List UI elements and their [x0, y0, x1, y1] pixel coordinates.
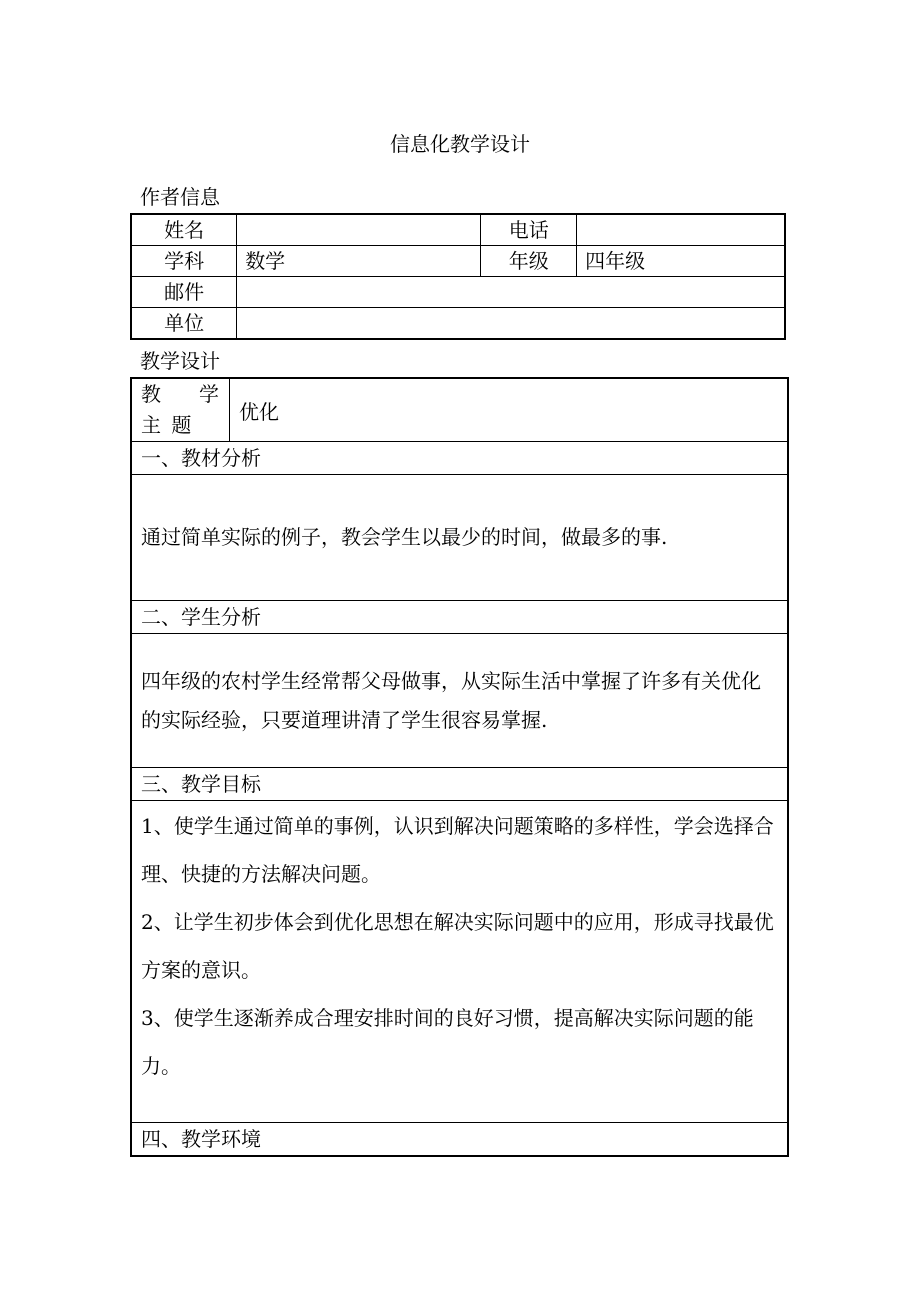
phone-value	[577, 214, 785, 246]
email-label: 邮件	[131, 277, 237, 308]
subject-label: 学科	[131, 246, 237, 277]
teaching-environment-heading: 四、教学环境	[131, 1123, 788, 1157]
table-row	[131, 442, 788, 475]
author-section-label: 作者信息	[140, 185, 220, 209]
grade-value: 四年级	[577, 246, 785, 277]
goal-item: 3、使学生逐渐养成合理安排时间的良好习惯，提高解决实际问题的能力。	[141, 1006, 754, 1078]
table-row	[131, 475, 788, 601]
teaching-design-table	[130, 377, 789, 1157]
email-value	[237, 277, 785, 308]
unit-value	[237, 308, 785, 340]
grade-label: 年级	[481, 246, 577, 277]
table-row	[131, 246, 785, 277]
name-label: 姓名	[131, 214, 237, 246]
design-section-label: 教学设计	[140, 349, 220, 373]
table-row	[131, 378, 788, 442]
goal-item: 1、使学生通过简单的事例，认识到解决问题策略的多样性，学会选择合理、快捷的方法解决问题。	[141, 814, 774, 886]
topic-label: 教 学 主 题	[131, 378, 230, 442]
teaching-goals-heading: 三、教学目标	[131, 768, 788, 801]
table-row	[131, 308, 785, 340]
phone-label: 电话	[481, 214, 577, 246]
student-analysis-heading: 二、学生分析	[131, 601, 788, 634]
student-analysis-text: 四年级的农村学生经常帮父母做事，从实际生活中掌握了许多有关优化的实际经验，只要道理讲清了学生很容易掌握.	[131, 634, 788, 768]
table-row	[131, 277, 785, 308]
table-row	[131, 1123, 788, 1157]
table-row	[131, 634, 788, 768]
topic-value: 优化	[230, 378, 789, 442]
table-row	[131, 801, 788, 1123]
table-row	[131, 601, 788, 634]
teaching-goals-list	[131, 801, 788, 1123]
unit-label: 单位	[131, 308, 237, 340]
page-title: 信息化教学设计	[390, 132, 530, 156]
material-analysis-text: 通过简单实际的例子，教会学生以最少的时间，做最多的事.	[131, 475, 788, 601]
table-row	[131, 768, 788, 801]
table-row	[131, 214, 785, 246]
goal-item: 2、让学生初步体会到优化思想在解决实际问题中的应用，形成寻找最优方案的意识。	[141, 910, 774, 982]
name-value	[237, 214, 481, 246]
material-analysis-heading: 一、教材分析	[131, 442, 788, 475]
subject-value: 数学	[237, 246, 481, 277]
author-info-table	[130, 213, 786, 340]
